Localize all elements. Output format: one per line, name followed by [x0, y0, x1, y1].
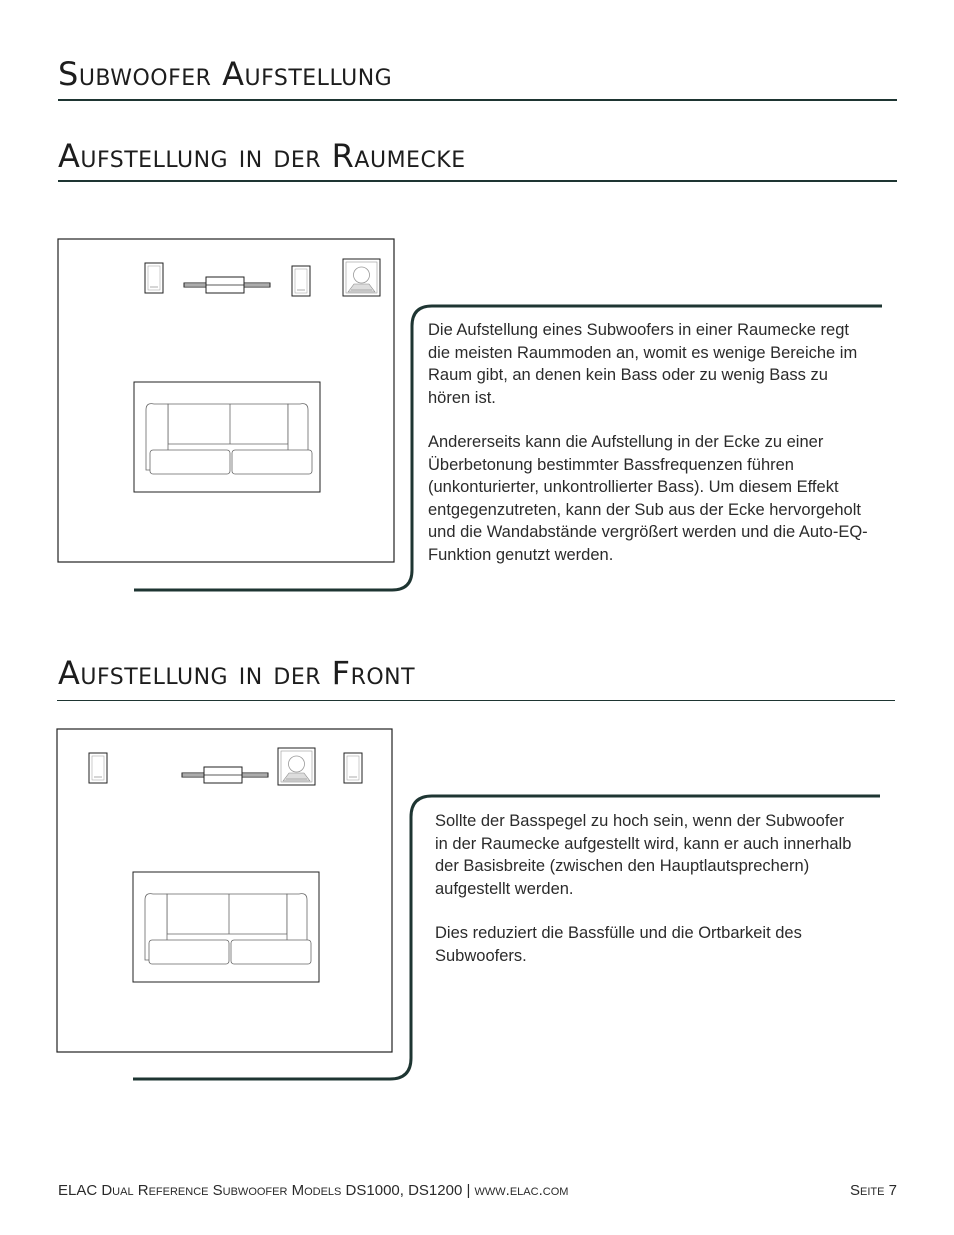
paragraph: Dies reduziert die Bassfülle und die Ortbarkeit des Subwoofers.: [435, 924, 802, 965]
footer-left: ELAC Dual Reference Subwoofer Models DS1000, DS1200 | www.elac.com: [58, 1182, 569, 1199]
page-number: Seite 7: [850, 1182, 897, 1199]
diagram-front: [57, 729, 392, 1052]
subwoofer-icon: [278, 748, 315, 785]
sofa-icon: [133, 872, 319, 982]
section-heading-front: Aufstellung in der Front: [58, 654, 416, 692]
paragraph: Andererseits kann die Aufstellung in der Ecke zu einer Überbetonung bestimmter Bassfrequenzen führen (unkonturierter, unkontrollierter Bass). Um diesem Effekt entgegenzutreten, kann der Sub aus der Ecke hervorgeholt und die Wandabstände vergrößert werden und die Auto-EQ-Funktion genutzt werden.: [428, 433, 868, 564]
diagram-corner: [58, 239, 394, 562]
speaker-right-icon: [292, 266, 310, 296]
page-title: Subwoofer Aufstellung: [58, 55, 393, 93]
speaker-left-icon: [89, 753, 107, 783]
speaker-right-icon: [344, 753, 362, 783]
paragraph: Die Aufstellung eines Subwoofers in einer Raumecke regt die meisten Raummoden an, womit es wenige Bereiche im Raum gibt, an denen kein Bass oder zu wenig Bass zu hören ist.: [428, 321, 858, 407]
sofa-icon: [134, 382, 320, 492]
section-heading-corner: Aufstellung in der Raumecke: [58, 137, 466, 175]
paragraph: Sollte der Basspegel zu hoch sein, wenn der Subwoofer in der Raumecke aufgestellt wird, kann er auch innerhalb der Basisbreite (zwischen den Hauptlautsprechern) aufgestellt werden.: [435, 812, 852, 898]
section-text-corner: [428, 319, 873, 566]
subwoofer-icon: [343, 259, 380, 296]
section-text-front: [435, 810, 855, 967]
speaker-left-icon: [145, 263, 163, 293]
